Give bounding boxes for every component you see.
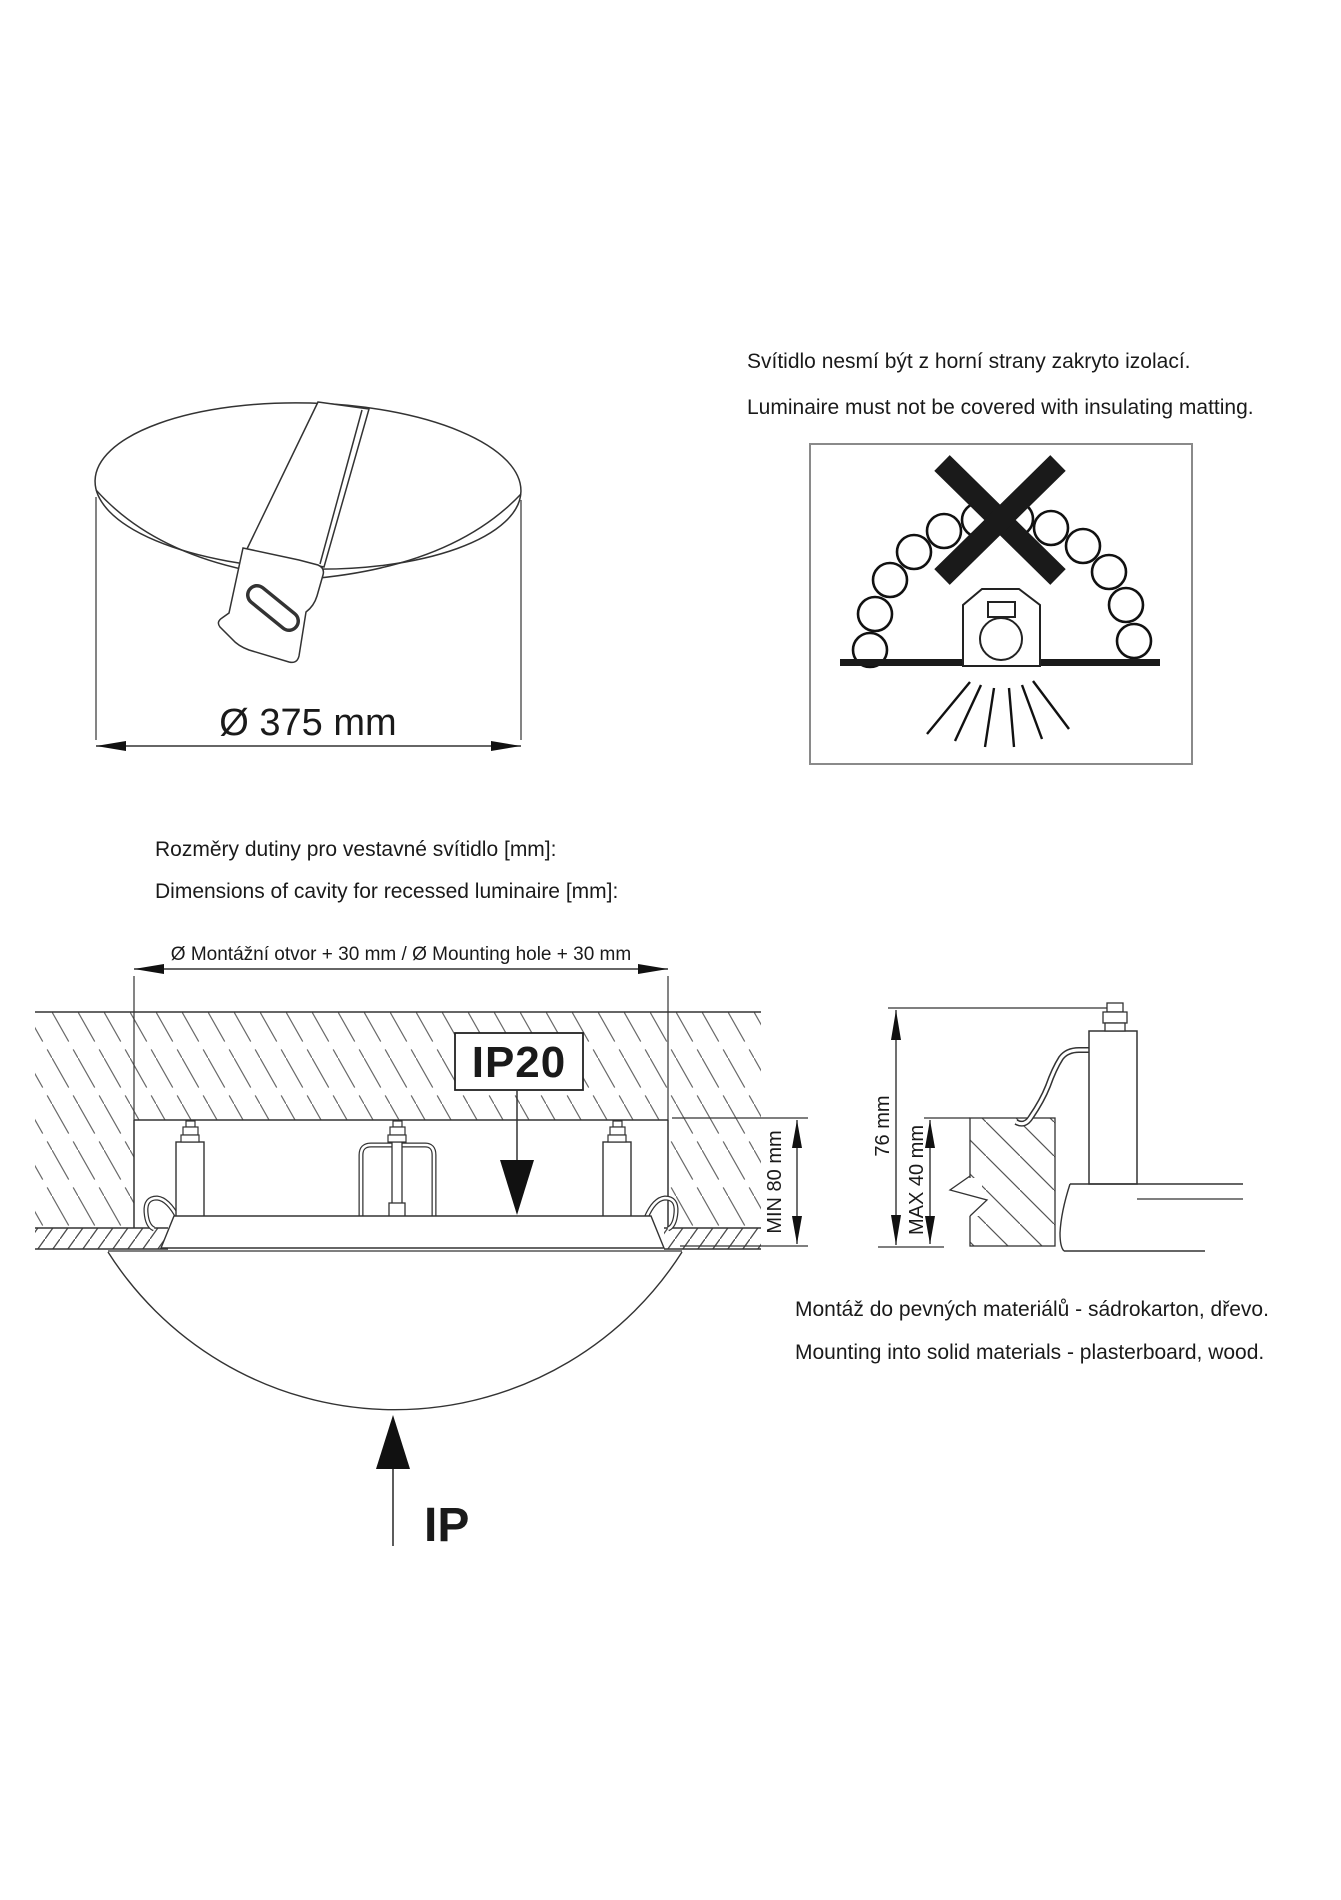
panel-section: [970, 1118, 1055, 1246]
luminaire-flange: [161, 1216, 664, 1248]
clip-body: [1089, 1031, 1137, 1184]
mounting-note-en: Mounting into solid materials - plasterboard, wood.: [795, 1341, 1265, 1364]
clip-post-left: [176, 1142, 204, 1218]
ip-arrow: [376, 1415, 410, 1546]
luminaire-glass-dome: [108, 1252, 682, 1410]
height-76-label: 76 mm: [872, 1095, 894, 1157]
hole-diameter-label: Ø 375 mm: [219, 702, 397, 744]
mounting-hole-dimension-label: Ø Montážní otvor + 30 mm / Ø Mounting hole + 30 mm: [170, 944, 632, 965]
no-insulation-warning-box: [810, 444, 1192, 764]
cavity-note-cz: Rozměry dutiny pro vestavné svítidlo [mm]:: [155, 838, 557, 861]
max-thickness-label: MAX 40 mm: [906, 1124, 928, 1236]
clip-detail-diagram: [878, 1003, 1243, 1251]
recessed-luminaire: [108, 1121, 682, 1410]
recessed-lamp-icon: [963, 589, 1040, 666]
ceiling-face-strip-left: [35, 1228, 168, 1249]
clip-post-right: [603, 1142, 631, 1218]
center-rod: [392, 1142, 402, 1204]
mounting-hole-drawing: [93, 397, 523, 751]
insulation-note-en: Luminaire must not be covered with insulating matting.: [747, 396, 1254, 419]
min-depth-label: MIN 80 mm: [764, 1130, 786, 1234]
ip-label: IP: [424, 1499, 470, 1552]
ip-arrow-icon: [376, 1415, 410, 1469]
ip20-arrow-icon: [500, 1160, 534, 1215]
luminaire-edge-profile: [1060, 1184, 1243, 1251]
ip20-badge: IP20: [471, 1038, 567, 1087]
cross-section-diagram: [35, 964, 808, 1410]
saw-icon: [218, 402, 369, 662]
insulation-note-cz: Svítidlo nesmí být z horní strany zakryto izolací.: [747, 350, 1191, 373]
clip-screw: [1103, 1003, 1127, 1031]
spring-clip-wire: [1016, 1050, 1095, 1124]
cavity-note-en: Dimensions of cavity for recessed luminaire [mm]:: [155, 880, 619, 903]
mounting-note-cz: Montáž do pevných materiálů - sádrokarton, dřevo.: [795, 1298, 1269, 1321]
